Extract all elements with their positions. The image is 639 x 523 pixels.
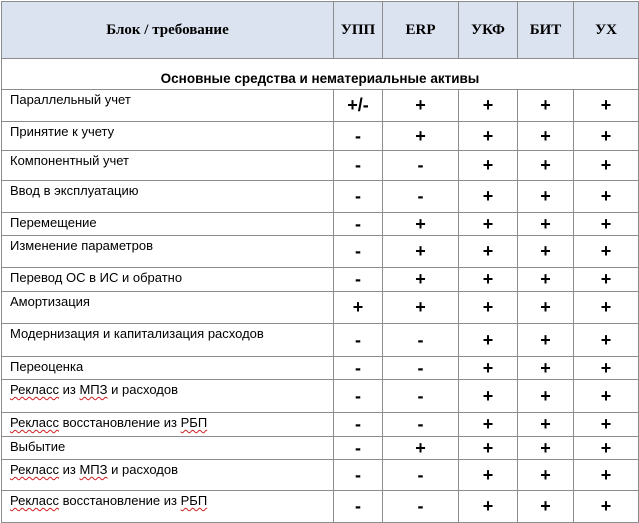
support-mark: + [518,236,574,268]
header-erp: ERP [383,2,459,59]
support-mark: - [334,491,383,523]
support-mark: + [459,460,518,491]
spellcheck-word: РБП [180,493,208,508]
header-row [2,2,639,59]
table-row [2,122,639,151]
requirement-name: Модернизация и капитализация расходов [2,324,334,357]
support-mark: + [459,181,518,213]
support-mark: - [383,181,459,213]
header-ukf: УКФ [459,2,518,59]
support-mark: + [383,90,459,122]
support-mark: + [574,380,639,413]
support-mark: - [383,413,459,437]
table-row [2,491,639,523]
requirement-name: Рекласс из МПЗ и расходов [2,460,334,491]
support-mark: + [383,268,459,292]
support-mark: + [574,460,639,491]
requirement-name: Параллельный учет [2,90,334,122]
support-mark: + [518,380,574,413]
table-row [2,437,639,460]
spellcheck-word: Рекласс [10,493,59,508]
support-mark: + [459,122,518,151]
table-row [2,380,639,413]
requirement-name: Компонентный учет [2,151,334,181]
support-mark: + [574,122,639,151]
support-mark: + [574,213,639,236]
requirement-name: Амортизация [2,292,334,324]
table-row [2,213,639,236]
support-mark: + [459,90,518,122]
support-mark: + [518,90,574,122]
table-row [2,357,639,380]
table-row [2,292,639,324]
support-mark: + [518,324,574,357]
support-mark: + [518,292,574,324]
support-mark: + [518,151,574,181]
spellcheck-word: Рекласс [10,382,59,397]
requirements-table [1,1,639,523]
support-mark: + [518,357,574,380]
support-mark: + [459,413,518,437]
requirement-name: Принятие к учету [2,122,334,151]
support-mark: - [383,491,459,523]
support-mark: - [334,122,383,151]
spellcheck-word: Рекласс [10,462,59,477]
support-mark: - [334,181,383,213]
table-row [2,151,639,181]
requirement-name: Переоценка [2,357,334,380]
support-mark: + [574,437,639,460]
support-mark: - [334,236,383,268]
requirement-name: Перемещение [2,213,334,236]
support-mark: - [383,357,459,380]
support-mark: + [459,357,518,380]
section-title: Основные средства и нематериальные активы [2,59,639,90]
header-bit: БИТ [518,2,574,59]
support-mark: - [383,324,459,357]
support-mark: + [459,437,518,460]
support-mark: + [383,236,459,268]
support-mark: + [518,181,574,213]
support-mark: + [518,413,574,437]
support-mark: + [574,413,639,437]
support-mark: + [518,268,574,292]
support-mark: + [574,292,639,324]
header-requirement: Блок / требование [2,2,334,59]
support-mark: - [334,151,383,181]
requirement-name: Изменение параметров [2,236,334,268]
support-mark: + [518,122,574,151]
support-mark: + [574,268,639,292]
support-mark: - [334,268,383,292]
spellcheck-word: МПЗ [79,462,108,477]
support-mark: + [459,213,518,236]
spellcheck-word: РБП [180,415,208,430]
section-row [2,59,639,90]
support-mark: + [459,151,518,181]
support-mark: + [383,437,459,460]
table-row [2,460,639,491]
support-mark: + [574,236,639,268]
support-mark: - [334,460,383,491]
table-row [2,236,639,268]
support-mark: + [334,292,383,324]
support-mark: + [518,213,574,236]
support-mark: + [518,460,574,491]
requirement-name: Ввод в эксплуатацию [2,181,334,213]
spellcheck-word: МПЗ [79,382,108,397]
support-mark: + [459,236,518,268]
header-upp: УПП [334,2,383,59]
support-mark: + [383,292,459,324]
table-row [2,324,639,357]
support-mark: + [574,357,639,380]
support-mark: - [334,413,383,437]
support-mark: - [383,460,459,491]
requirement-name: Рекласс восстановление из РБП [2,413,334,437]
support-mark: - [383,380,459,413]
support-mark: + [459,380,518,413]
requirement-name: Рекласс восстановление из РБП [2,491,334,523]
support-mark: - [334,324,383,357]
table-row [2,90,639,122]
support-mark: - [334,213,383,236]
support-mark: + [383,122,459,151]
table-row [2,181,639,213]
table-row [2,268,639,292]
support-mark: + [383,213,459,236]
support-mark: + [574,491,639,523]
requirement-name: Выбытие [2,437,334,460]
support-mark: + [518,437,574,460]
support-mark: + [459,268,518,292]
support-mark: + [459,324,518,357]
header-ukh: УХ [574,2,639,59]
support-mark: - [334,437,383,460]
support-mark: + [574,181,639,213]
support-mark: + [459,491,518,523]
support-mark: + [574,90,639,122]
support-mark: + [574,151,639,181]
requirement-name: Рекласс из МПЗ и расходов [2,380,334,413]
support-mark: + [518,491,574,523]
spellcheck-word: Рекласс [10,415,59,430]
support-mark: - [334,357,383,380]
requirement-name: Перевод ОС в ИС и обратно [2,268,334,292]
support-mark: + [459,292,518,324]
support-mark: +/- [334,90,383,122]
table-row [2,413,639,437]
support-mark: - [383,151,459,181]
support-mark: - [334,380,383,413]
support-mark: + [574,324,639,357]
